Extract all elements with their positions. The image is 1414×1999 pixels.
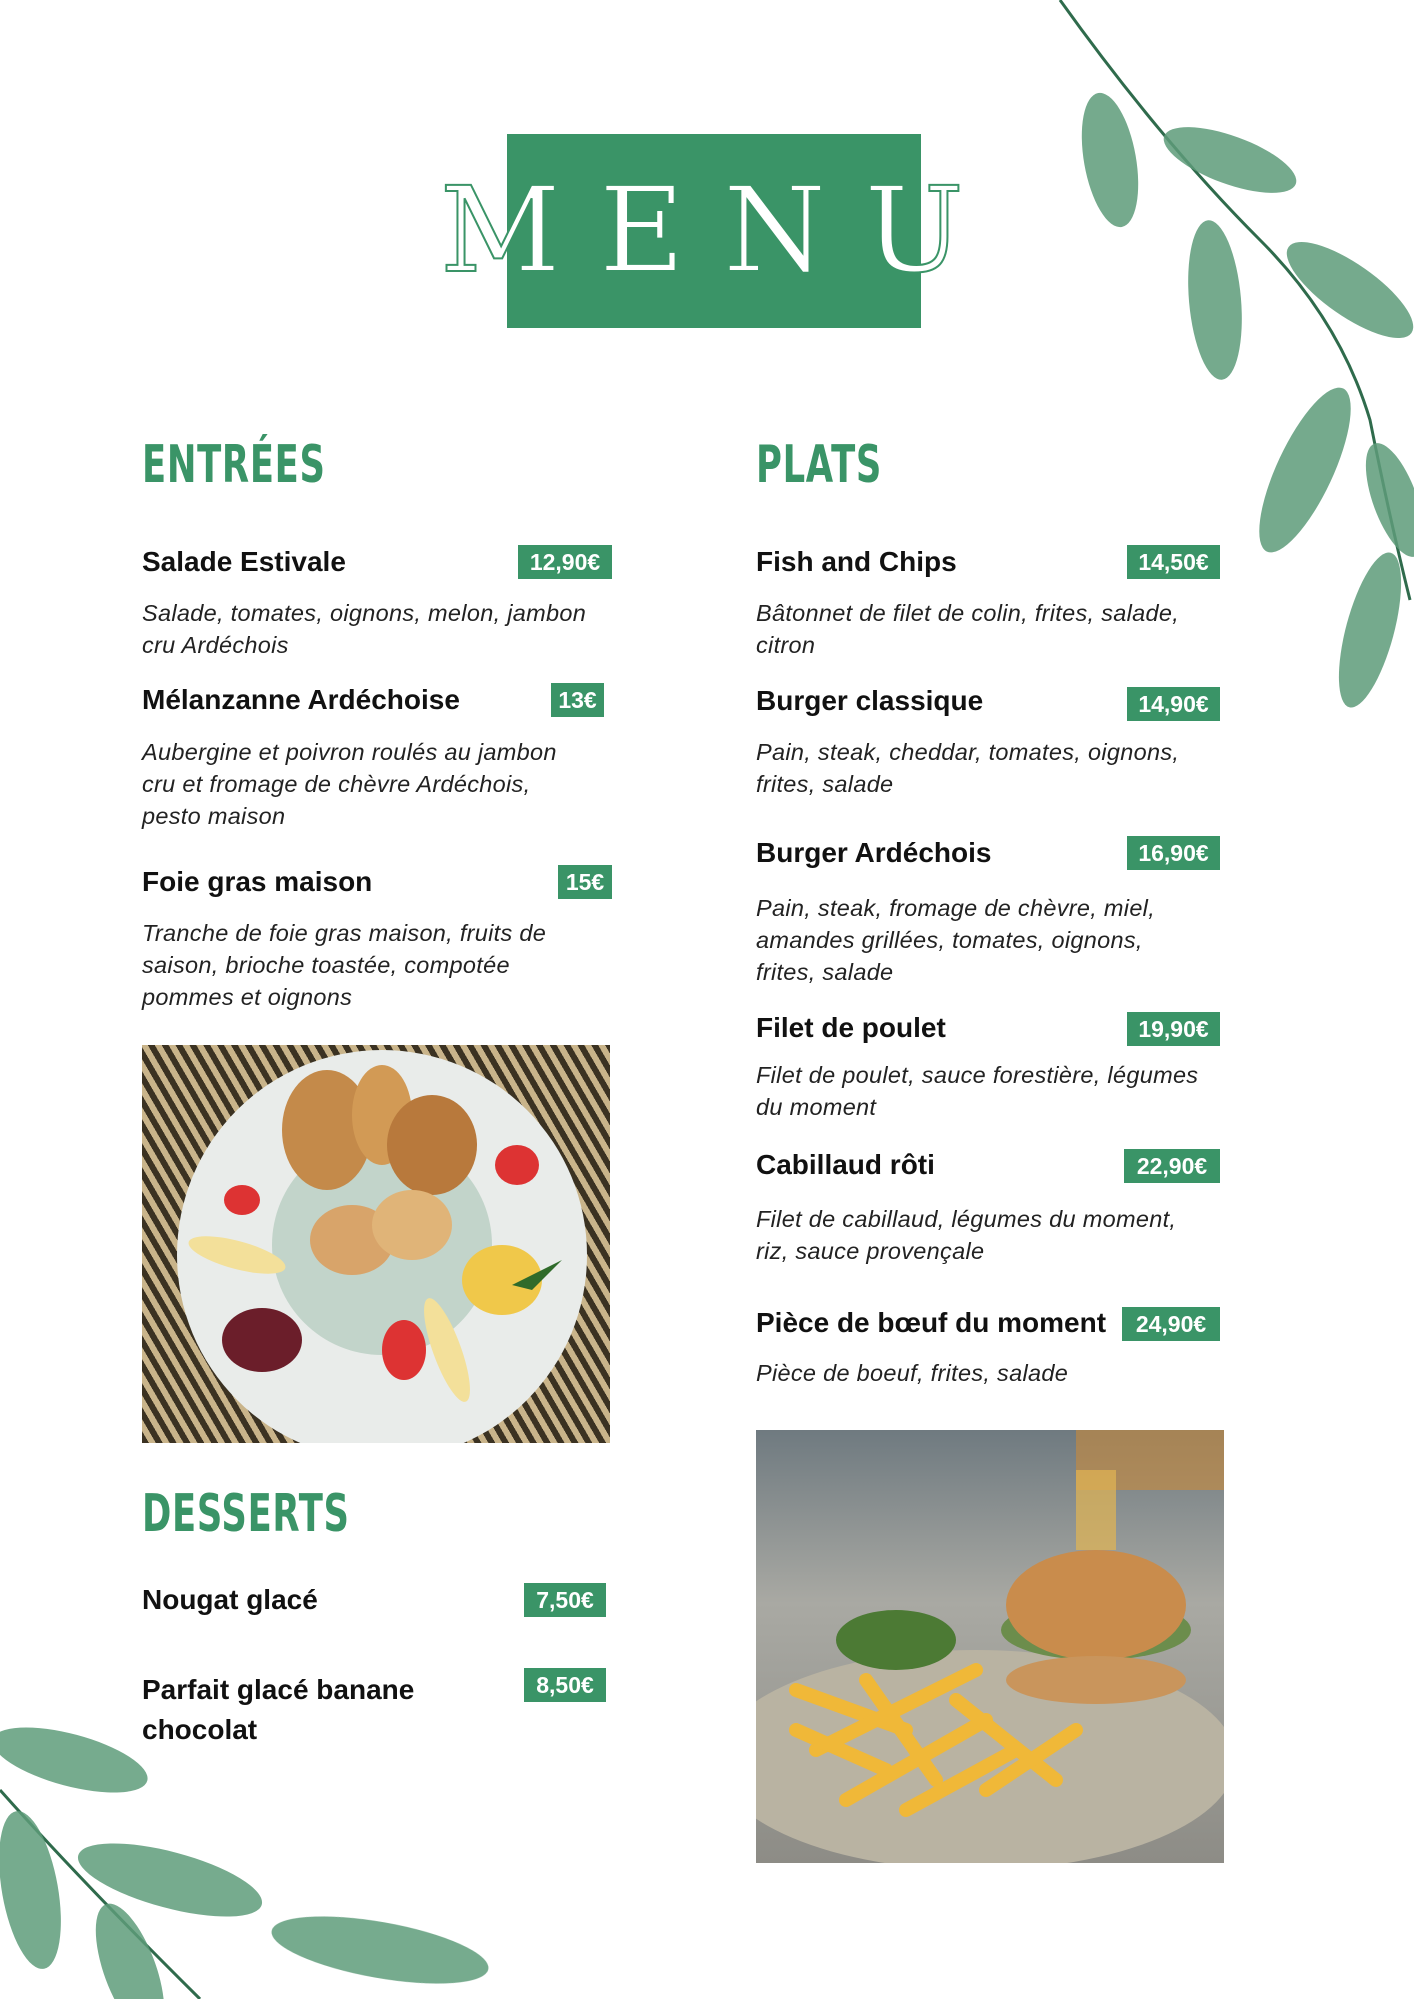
item-name: Filet de poulet: [756, 1012, 946, 1043]
price-badge: 22,90€: [1124, 1149, 1220, 1183]
item-description: Bâtonnet de filet de colin, frites, salade, citron: [756, 600, 1180, 658]
item-name: Fish and Chips: [756, 546, 957, 577]
item-name: Nougat glacé: [142, 1584, 318, 1615]
item-description: Pièce de boeuf, frites, salade: [756, 1360, 1069, 1386]
item-name: Foie gras maison: [142, 866, 373, 897]
price-badge: 7,50€: [524, 1583, 606, 1617]
item-name: Pièce de bœuf du moment: [756, 1307, 1107, 1338]
price-badge: 13€: [551, 683, 604, 717]
section-heading-plats: PLATS: [756, 435, 883, 495]
item-description: Filet de cabillaud, légumes du moment, riz, sauce provençale: [756, 1206, 1177, 1264]
price-badge: 24,90€: [1122, 1307, 1220, 1341]
section-heading-desserts: DESSERTS: [142, 1484, 350, 1544]
item-description: Pain, steak, fromage de chèvre, miel, amandes grillées, tomates, oignons, frites, salade: [756, 895, 1156, 985]
item-description: Pain, steak, cheddar, tomates, oignons, frites, salade: [756, 739, 1180, 797]
price-badge: 15€: [558, 865, 612, 899]
item-name: Burger Ardéchois: [756, 837, 992, 868]
item-description: Tranche de foie gras maison, fruits de saison, brioche toastée, compotée pommes et oignons: [142, 920, 547, 1010]
price-badge: 14,50€: [1127, 545, 1220, 579]
foie-gras-photo: [142, 1045, 610, 1443]
price-badge: 16,90€: [1127, 836, 1220, 870]
menu-title: MENU: [440, 161, 1002, 299]
price-badge: 8,50€: [524, 1668, 606, 1702]
section-heading-entrees: ENTRÉES: [142, 435, 326, 495]
item-description: Filet de poulet, sauce forestière, légumes du moment: [756, 1062, 1199, 1120]
item-name: Parfait glacé banane chocolat: [142, 1674, 415, 1745]
price-badge: 14,90€: [1127, 687, 1220, 721]
price-badge: 12,90€: [518, 545, 612, 579]
item-name: Mélanzanne Ardéchoise: [142, 684, 460, 715]
item-description: Aubergine et poivron roulés au jambon cru et fromage de chèvre Ardéchois, pesto maison: [142, 739, 557, 829]
burger-photo: [756, 1430, 1224, 1863]
item-name: Salade Estivale: [142, 546, 346, 577]
item-name: Cabillaud rôti: [756, 1149, 935, 1180]
item-name: Burger classique: [756, 685, 984, 716]
price-badge: 19,90€: [1127, 1012, 1220, 1046]
item-description: Salade, tomates, oignons, melon, jambon cru Ardéchois: [142, 600, 587, 658]
